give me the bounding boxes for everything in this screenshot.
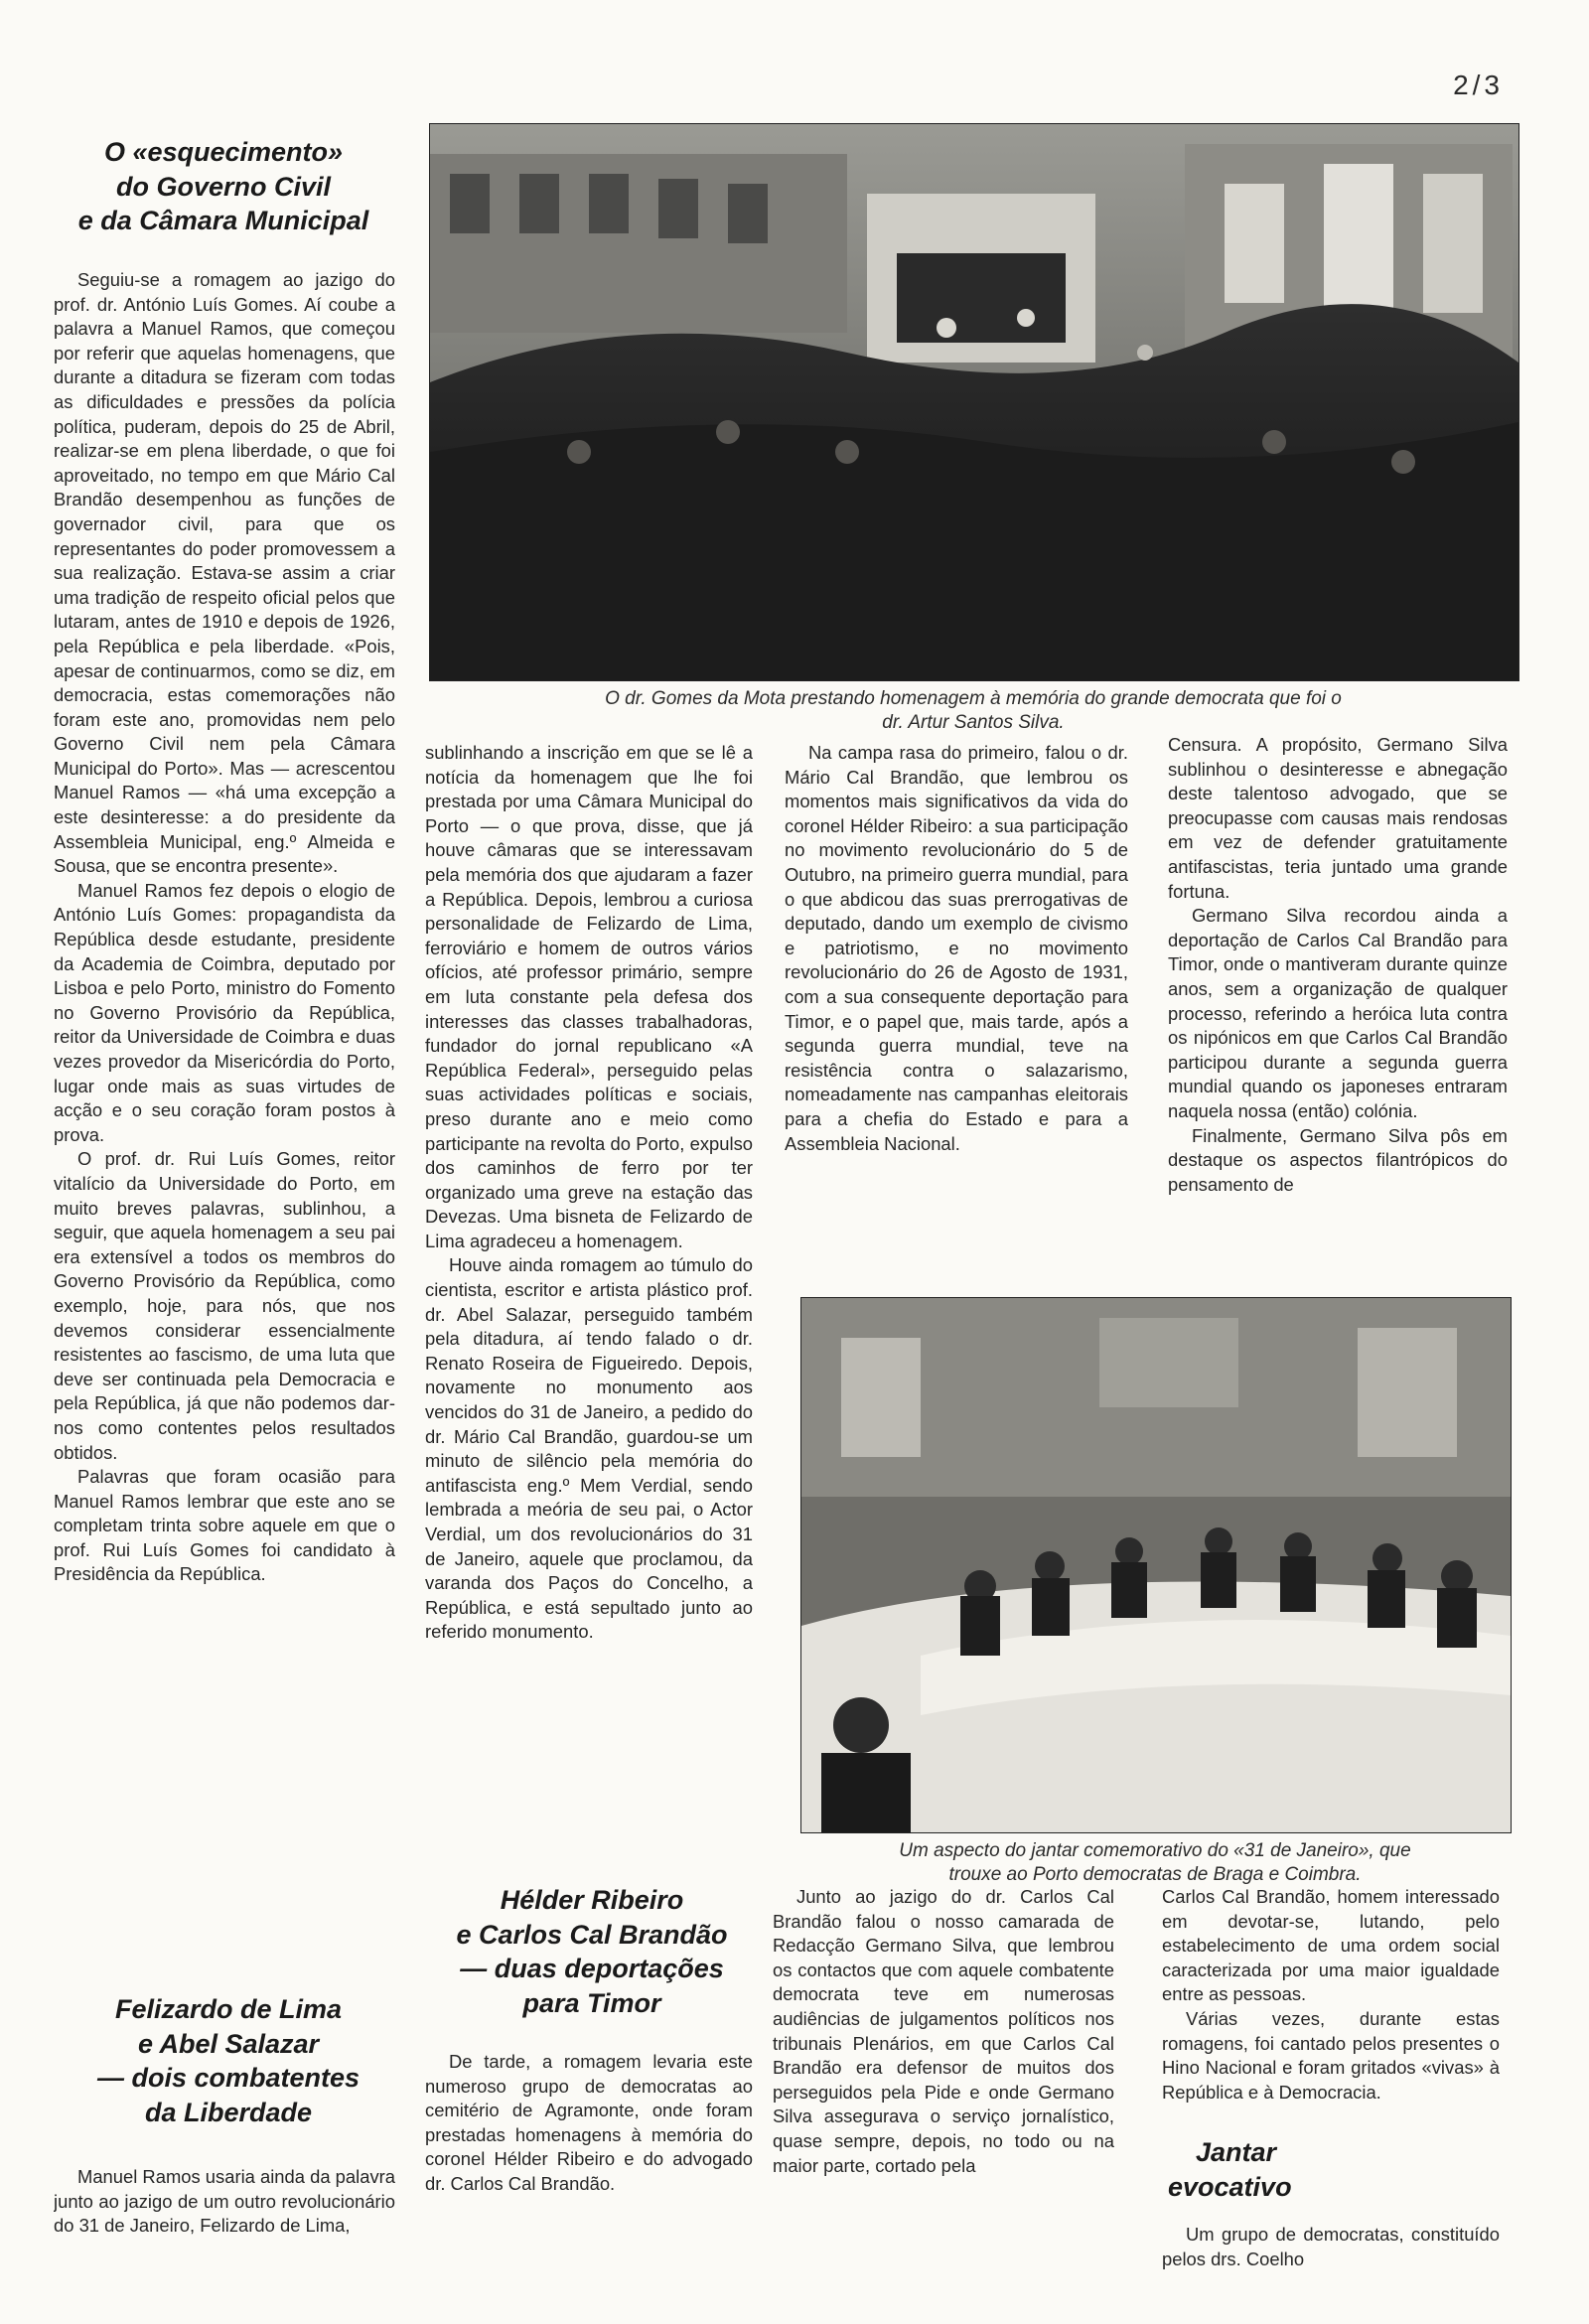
paragraph: Manuel Ramos fez depois o elogio de António Luís Gomes: propagandista da República desde estudante, presidente da Academia de Coimbra, deputado por Lisboa e pelo Porto, ministro do Fomento no Governo Provisório da República, reitor da Universidade de Coimbra e duas vezes provedor da Misericórdia do Porto, lugar onde mais as suas virtudes de acção e o seu coração foram postos à prova. xyxy=(54,879,395,1145)
paragraph: Na campa rasa do primeiro, falou o dr. Mário Cal Brandão, que lembrou os momentos mais significativos da vida do coronel Hélder Ribeiro: a sua participação no movimento revolucionário do 5 de Outubro, na primeiro guerra mundial, para o que abdicou das suas prerrogativas de deputado, dando um exemplo de civismo e patriotismo, e no movimento revolucionário do 26 de Agosto de 1931, com a sua consequente deportação para Timor, e o papel que, mais tarde, após a segunda guerra mundial, teve na resistência contra o salazarismo, nomeadamente nas campanhas eleitorais para a chefia do Estado e para a Assembleia Nacional. xyxy=(785,742,1128,1154)
headline-governo-civil xyxy=(60,135,387,238)
article-column-middle xyxy=(425,741,753,1863)
headline-line: Felizardo de Lima xyxy=(114,1994,343,2024)
paragraph: Palavras que foram ocasião para Manuel Ramos lembrar que este ano se completam trinta sobre aquele em que o prof. Rui Luís Gomes foi candidato à Presidência da República. xyxy=(54,1466,395,1585)
headline-line: Hélder Ribeiro xyxy=(500,1885,684,1915)
article-column-felizardo xyxy=(54,2165,395,2284)
photo-jantar xyxy=(800,1297,1512,1833)
paragraph: Manuel Ramos usaria ainda da palavra junto ao jazigo de um outro revolucionário do 31 de Janeiro, Felizardo de Lima, xyxy=(54,2166,395,2237)
paragraph: Seguiu-se a romagem ao jazigo do prof. dr. António Luís Gomes. Aí coube a palavra a Manuel Ramos, que começou por referir que aquelas homenagens, que durante a ditadura se fizeram com todas as dificuldades e pressões da polícia política, puderam, depois do 25 de Abril, realizar-se em plena liberdade, o que foi aproveitado, no tempo em que Mário Cal Brandão desempenhou as funções de governador civil, para que os representantes do poder promovessem a sua realização. Estava-se assim a criar uma tradição de respeito oficial pelos que lutaram, antes de 1910 e depois de 1926, pela República e pela liberdade. «Pois, apesar de continuarmos, como se diz, em democracia, estas comemorações não foram este ano, promovidas nem pelo Governo Civil nem pela Câmara Municipal do Porto». Mas — acrescentou Manuel Ramos — «há uma excepção a este desinteresse: a do presidente da Assembleia Municipal, eng.º Almeida e Sousa, que se encontra presente». xyxy=(54,269,395,877)
paragraph: De tarde, a romagem levaria este numeroso grupo de democratas ao cemitério de Agramonte, onde foram prestadas homenagens à memória do coronel Hélder Ribeiro e do advogado dr. Carlos Cal Brandão. xyxy=(425,2051,753,2194)
article-column-campa-rasa xyxy=(785,741,1128,1277)
caption-line: trouxe ao Porto democratas de Braga e Coimbra. xyxy=(948,1864,1362,1885)
headline-line: para Timor xyxy=(522,1987,661,2018)
page-number: 2/3 xyxy=(1453,70,1504,100)
headline-line: e Carlos Cal Brandão xyxy=(456,1919,728,1950)
paragraph: Carlos Cal Brandão, homem interessado em devotar-se, lutando, pelo estabelecimento de uma ordem social caracterizada por uma maior igualdade entre as pessoas. xyxy=(1162,1886,1500,2005)
headline-line: evocativo xyxy=(1168,2171,1292,2202)
article-column-jantar xyxy=(1162,2223,1500,2292)
headline-line: O «esquecimento» xyxy=(103,137,344,167)
headline-line: da Liberdade xyxy=(144,2097,313,2127)
caption-line: O dr. Gomes da Mota prestando homenagem à memória do grande democrata que foi o xyxy=(605,688,1342,709)
photo-caption-bottom xyxy=(800,1839,1510,1887)
paragraph: Germano Silva recordou ainda a deportação de Carlos Cal Brandão para Timor, onde o mantiveram durante quinze anos, sem a organização de qualquer processo, referindo a heróica luta contra os nipónicos em que Carlos Cal Brandão participou durante a segunda guerra mundial quando os japoneses entraram naquela nossa (então) colónia. xyxy=(1168,905,1508,1121)
paragraph: sublinhando a inscrição em que se lê a notícia da homenagem que lhe foi prestada por uma Câmara Municipal do Porto — o que prova, disse, que já houve câmaras que se interessavam pela memória dos que ajudaram a fazer a República. Depois, lembrou a curiosa personalidade de Felizardo de Lima, ferroviário e homem de outros vários ofícios, até professor primário, sempre em luta constante pela defesa dos interesses das classes trabalhadoras, fundador do jornal republicano «A República Federal», perseguido pelas suas actividades políticas e sociais, preso durante ano e meio como participante na revolta do Porto, expulso dos caminhos de ferro por ter organizado uma greve na estação das Devezas. Uma bisneta de Felizardo de Lima agradeceu a homenagem. xyxy=(425,742,753,1251)
headline-line: e da Câmara Municipal xyxy=(77,206,369,236)
headline-jantar xyxy=(1168,2135,1317,2204)
article-column-left xyxy=(54,268,395,1966)
paragraph: Censura. A propósito, Germano Silva sublinhou o desinteresse e abnegação deste talentoso advogado, que se preocupasse com causas mais rendosas em vez de defender gratuitamente antifascistas, teria juntado uma grande fortuna. xyxy=(1168,734,1508,902)
paragraph: Junto ao jazigo do dr. Carlos Cal Brandão falou o nosso camarada de Redacção Germano Silva, que lembrou os contactos que com aquele combatente democrata teve em numerosas audiências de julgamentos políticos nos tribunais Plenários, em que Carlos Cal Brandão era defensor de muitos dos perseguidos pela Pide e onde Germano Silva assegurava o serviço jornalístico, quase sempre, depois, no todo ou na maior parte, cortado pela xyxy=(773,1886,1114,2176)
crowd-photo-illustration xyxy=(430,124,1518,680)
headline-felizardo xyxy=(60,1992,397,2129)
paragraph: Várias vezes, durante estas romagens, foi cantado pelos presentes o Hino Nacional e foram gritados «vivas» à República e à Democracia. xyxy=(1162,2007,1500,2103)
headline-line: Jantar xyxy=(1196,2137,1277,2167)
photo-homenagem xyxy=(429,123,1519,681)
article-column-junto-jazigo xyxy=(773,1885,1114,2282)
headline-line: — duas deportações xyxy=(460,1954,724,1984)
headline-helder xyxy=(433,1883,751,2020)
paragraph: Finalmente, Germano Silva pôs em destaque os aspectos filantrópicos do pensamento de xyxy=(1168,1124,1508,1195)
article-column-censura xyxy=(1168,733,1508,1289)
dinner-photo-illustration xyxy=(801,1298,1511,1832)
headline-line: e Abel Salazar xyxy=(137,2028,320,2059)
photo-caption-top xyxy=(429,687,1517,735)
paragraph: O prof. dr. Rui Luís Gomes, reitor vitalício da Universidade do Porto, em muito breves palavras, sublinhou, a seguir, que aquela homenagem a seu pai era extensível a todos os membros do Governo Provisório da República, como exemplo, hoje, para nós, que nos devemos considerar essencialmente resistentes ao fascismo, de uma luta que deve ser continuada pela Democracia e pela República, já que não podemos dar-nos como contentes pelos resultados obtidos. xyxy=(54,1148,395,1463)
caption-line: dr. Artur Santos Silva. xyxy=(882,712,1065,733)
headline-line: do Governo Civil xyxy=(115,171,332,202)
caption-line: Um aspecto do jantar comemorativo do «31 de Janeiro», que xyxy=(899,1840,1411,1861)
headline-line: — dois combatentes xyxy=(96,2063,361,2094)
paragraph: Houve ainda romagem ao túmulo do cientista, escritor e artista plástico prof. dr. Abel Salazar, perseguido também pela ditadura, aí tendo falado o dr. Renato Roseira de Figueiredo. Depois, novamente no monumento aos vencidos do 31 de Janeiro, a pedido do dr. Mário Cal Brandão, guardou-se um minuto de silêncio pela memória do antifascista eng.º Mem Verdial, sendo lembrada a meória de seu pai, o Actor Verdial, um dos revolucionários do 31 de Janeiro, aquele que proclamou, da varanda dos Paços do Concelho, a República, e está sepultado junto ao referido monumento. xyxy=(425,1254,753,1643)
article-column-helder xyxy=(425,2050,753,2249)
paragraph: Um grupo de democratas, constituído pelos drs. Coelho xyxy=(1162,2224,1500,2269)
article-column-carlos-cal xyxy=(1162,1885,1500,2133)
